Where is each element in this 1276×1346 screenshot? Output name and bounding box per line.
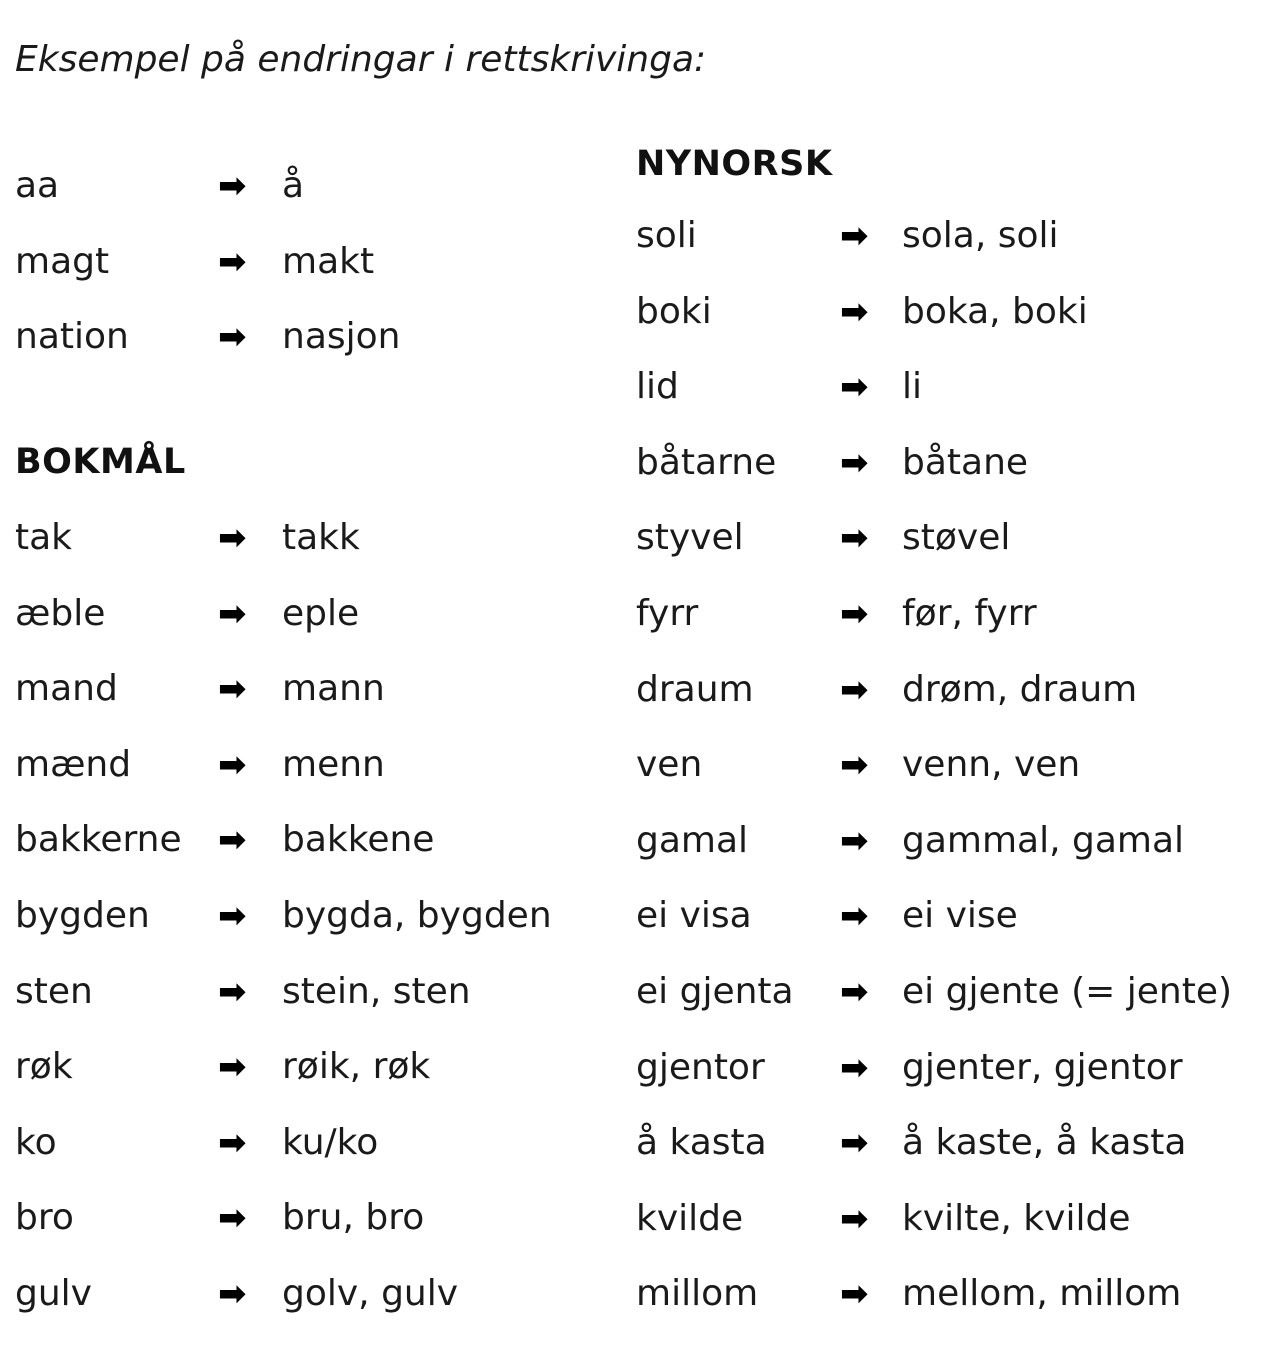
old-spelling: boki (636, 290, 712, 332)
old-spelling: ei visa (636, 895, 752, 937)
new-spelling: eple (282, 592, 360, 634)
arrow-right-icon: ➡ (840, 971, 869, 1012)
page-title: Eksempel på endringar i rettskrivinga: (15, 39, 707, 80)
arrow-right-icon: ➡ (218, 820, 247, 861)
new-spelling: ku/ko (282, 1121, 379, 1163)
new-spelling: støvel (902, 517, 1011, 559)
old-spelling: aa (15, 165, 60, 206)
arrow-right-icon: ➡ (840, 593, 869, 634)
new-spelling: bru, bro (282, 1197, 425, 1239)
new-spelling: drøm, draum (902, 668, 1138, 710)
arrow-right-icon: ➡ (840, 367, 869, 408)
arrow-right-icon: ➡ (218, 1198, 247, 1239)
old-spelling: røk (15, 1046, 73, 1088)
old-spelling: magt (15, 240, 110, 282)
old-spelling: kvilde (636, 1197, 744, 1239)
old-spelling: gulv (15, 1272, 92, 1314)
old-spelling: å kasta (636, 1122, 767, 1164)
arrow-right-icon: ➡ (840, 216, 869, 256)
new-spelling: makt (282, 240, 375, 282)
new-spelling: bygda, bygden (282, 894, 552, 936)
new-spelling: golv, gulv (282, 1272, 459, 1314)
old-spelling: gamal (636, 819, 749, 861)
arrow-right-icon: ➡ (218, 166, 247, 206)
arrow-right-icon: ➡ (218, 241, 247, 282)
arrow-right-icon: ➡ (840, 518, 869, 559)
old-spelling: lid (636, 366, 679, 408)
new-spelling: før, fyrr (902, 592, 1037, 634)
arrow-right-icon: ➡ (218, 1047, 247, 1088)
old-spelling: draum (636, 668, 754, 710)
new-spelling: gjenter, gjentor (902, 1046, 1183, 1088)
new-spelling: båtane (902, 441, 1029, 483)
old-spelling: mænd (15, 743, 132, 785)
new-spelling: kvilte, kvilde (902, 1197, 1131, 1239)
old-spelling: bygden (15, 894, 150, 936)
new-spelling: bakkene (282, 819, 435, 861)
arrow-right-icon: ➡ (218, 518, 247, 558)
nynorsk-heading: NYNORSK (636, 144, 833, 184)
arrow-right-icon: ➡ (218, 1122, 247, 1163)
old-spelling: båtarne (636, 441, 777, 483)
new-spelling: å (282, 165, 305, 206)
old-spelling: styvel (636, 517, 744, 559)
new-spelling: sola, soli (902, 215, 1059, 256)
new-spelling: stein, sten (282, 970, 471, 1012)
old-spelling: millom (636, 1273, 759, 1315)
old-spelling: æble (15, 592, 106, 634)
arrow-right-icon: ➡ (218, 744, 247, 785)
old-spelling: mand (15, 668, 118, 710)
old-spelling: gjentor (636, 1046, 765, 1088)
old-spelling: ei gjenta (636, 970, 794, 1012)
new-spelling: ei vise (902, 895, 1018, 937)
arrow-right-icon: ➡ (218, 971, 247, 1012)
arrow-right-icon: ➡ (840, 896, 869, 937)
arrow-right-icon: ➡ (840, 1274, 869, 1315)
new-spelling: menn (282, 743, 385, 785)
old-spelling: bro (15, 1197, 74, 1239)
old-spelling: sten (15, 970, 93, 1012)
arrow-right-icon: ➡ (840, 1123, 869, 1164)
arrow-right-icon: ➡ (840, 1198, 869, 1239)
arrow-right-icon: ➡ (218, 669, 247, 710)
old-spelling: nation (15, 316, 129, 357)
arrow-right-icon: ➡ (218, 895, 247, 936)
old-spelling: soli (636, 215, 697, 256)
old-spelling: ven (636, 744, 703, 786)
old-spelling: fyrr (636, 592, 699, 634)
new-spelling: boka, boki (902, 290, 1088, 332)
new-spelling: takk (282, 517, 360, 558)
arrow-right-icon: ➡ (840, 442, 869, 483)
new-spelling: mellom, millom (902, 1273, 1182, 1315)
old-spelling: tak (15, 517, 73, 558)
old-spelling: ko (15, 1121, 57, 1163)
arrow-right-icon: ➡ (840, 820, 869, 861)
arrow-right-icon: ➡ (840, 745, 869, 786)
arrow-right-icon: ➡ (840, 669, 869, 710)
arrow-right-icon: ➡ (218, 317, 247, 357)
arrow-right-icon: ➡ (218, 1273, 247, 1314)
new-spelling: li (902, 366, 923, 408)
old-spelling: bakkerne (15, 819, 182, 861)
new-spelling: gammal, gamal (902, 819, 1185, 861)
new-spelling: å kaste, å kasta (902, 1122, 1187, 1164)
new-spelling: venn, ven (902, 744, 1081, 786)
arrow-right-icon: ➡ (840, 291, 869, 332)
new-spelling: ei gjente (= jente) (902, 970, 1233, 1012)
arrow-right-icon: ➡ (840, 1047, 869, 1088)
new-spelling: nasjon (282, 316, 401, 357)
arrow-right-icon: ➡ (218, 593, 247, 634)
new-spelling: mann (282, 668, 385, 710)
bokmal-heading: BOKMÅL (15, 442, 186, 482)
new-spelling: røik, røk (282, 1046, 431, 1088)
